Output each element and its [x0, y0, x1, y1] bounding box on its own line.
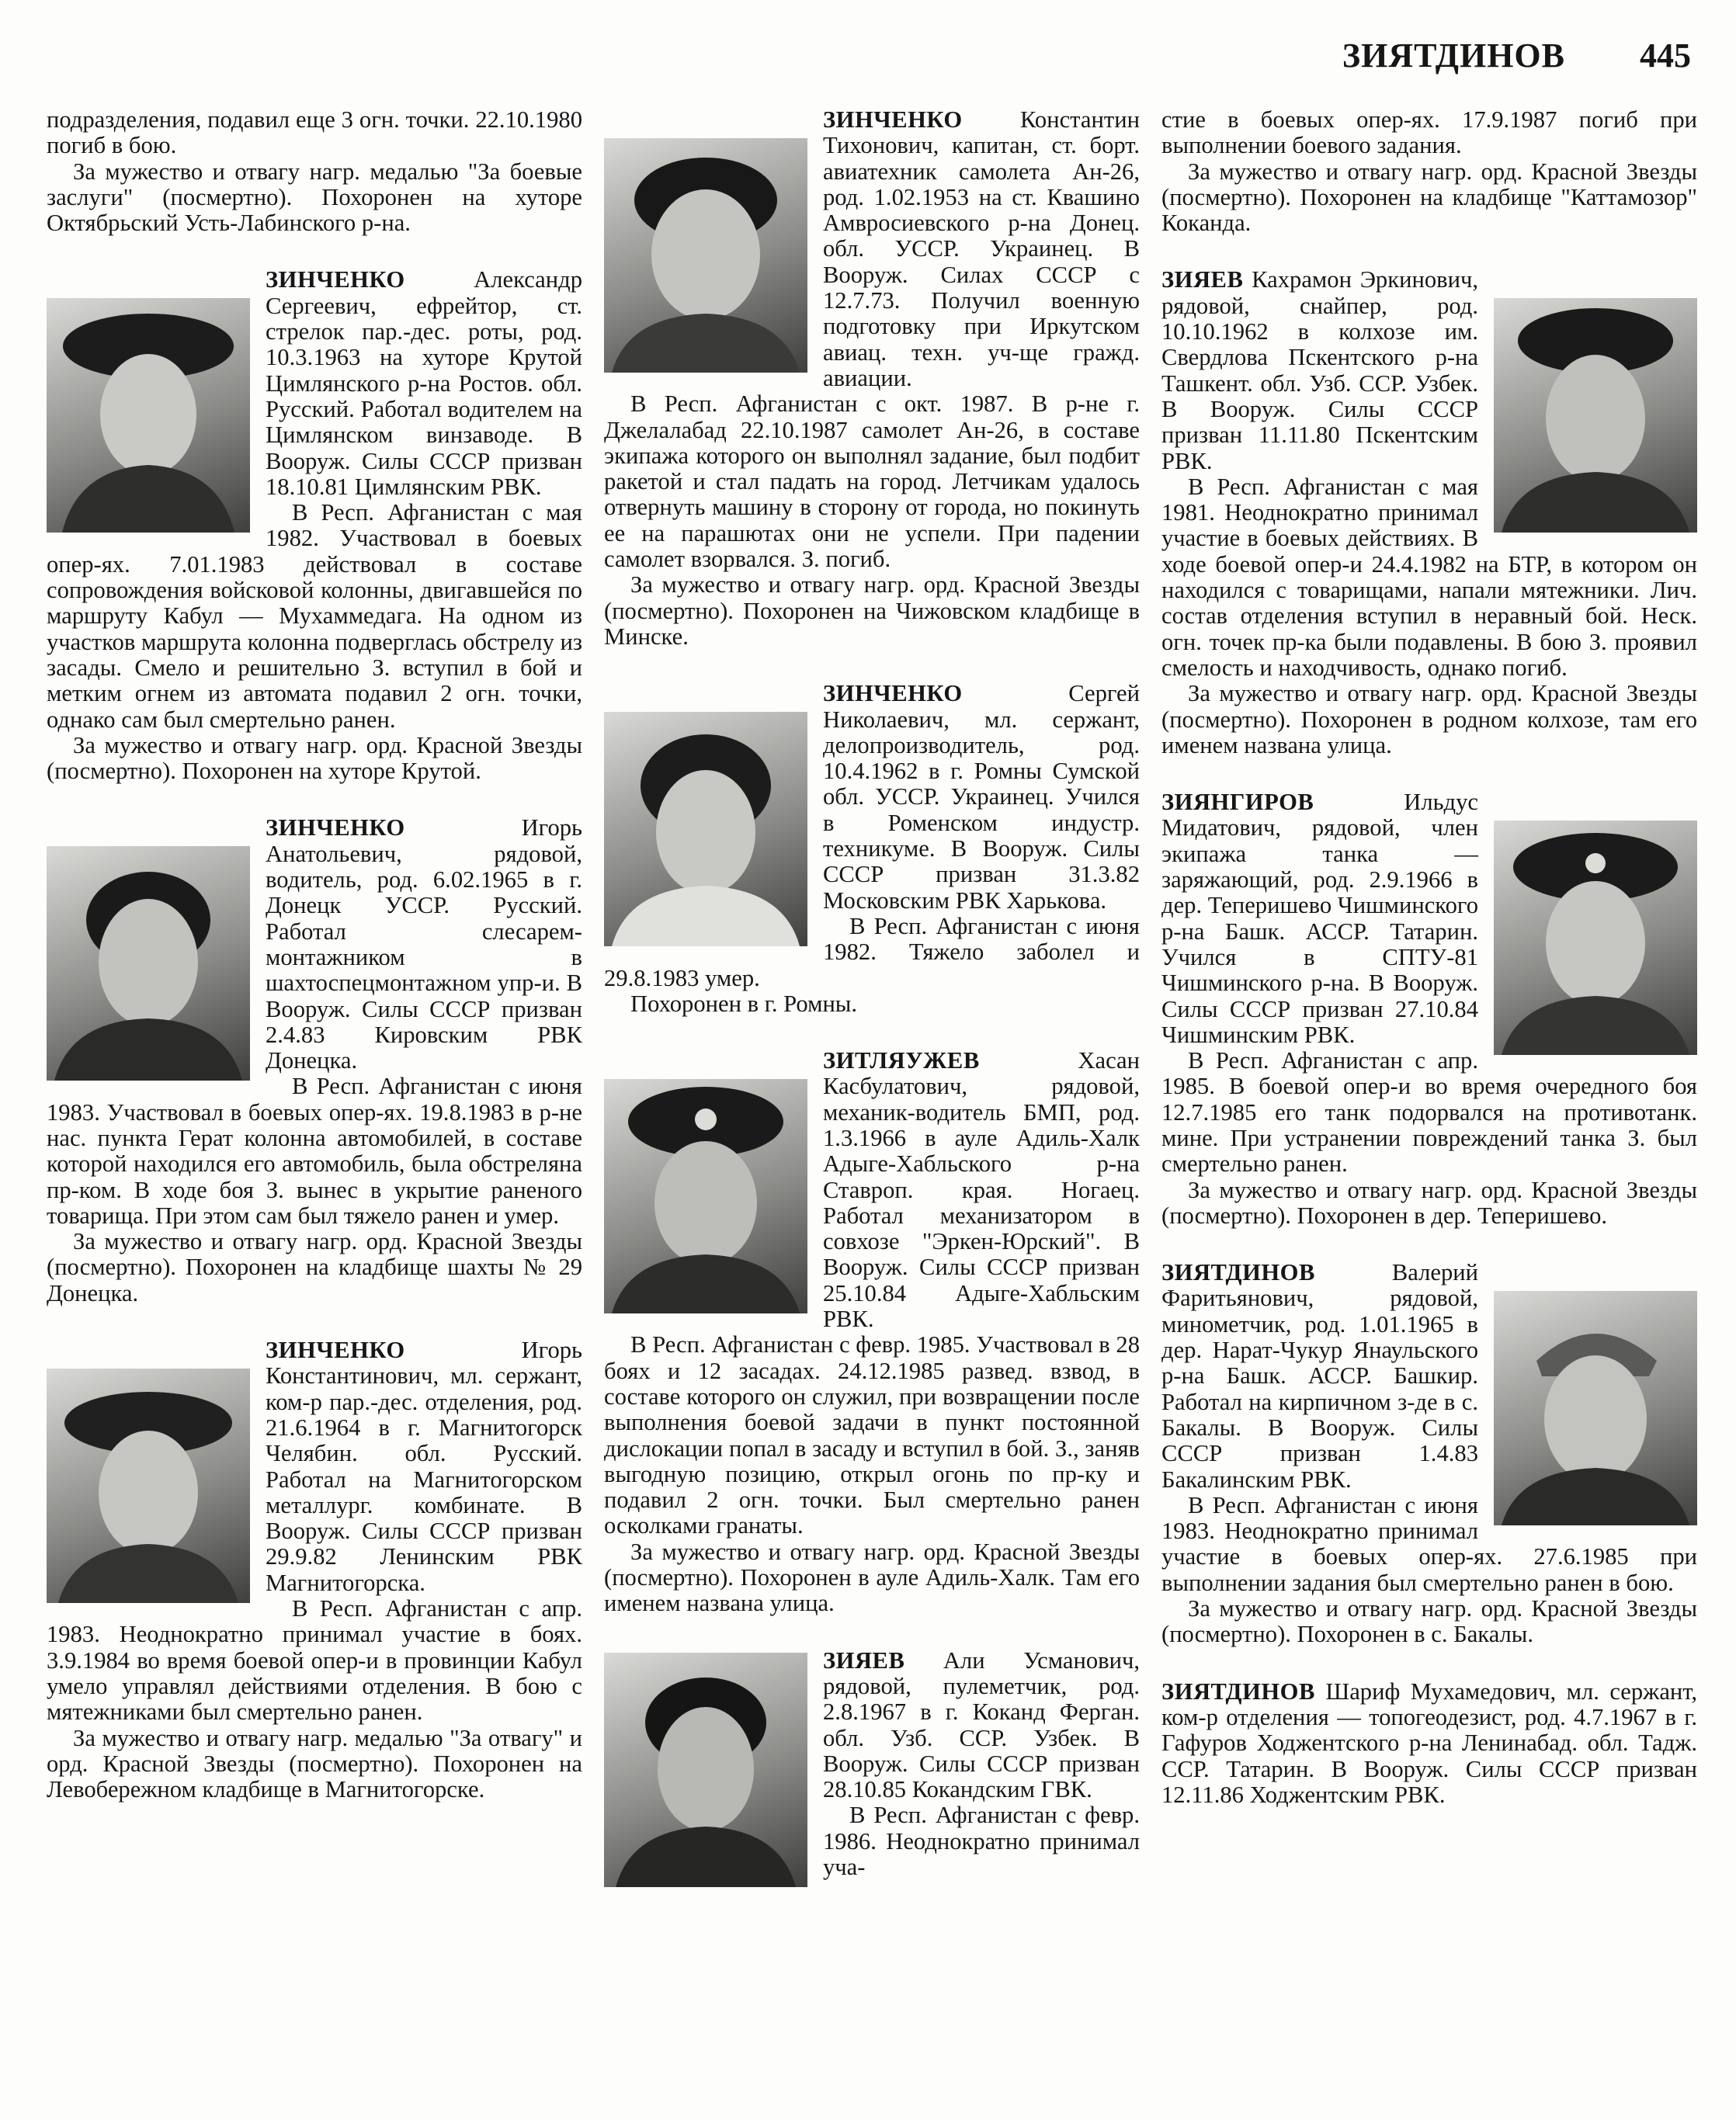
portrait-photo — [47, 1369, 250, 1603]
entry-service: В Респ. Афганистан с окт. 1987. В р-не г. Джелалабад 22.10.1987 самолет Ан-26, в составе экипажа которого он выполнял задание, был подбит ракетой и стал падать на город. Летчикам удалось отвернуть машину в сторону от города, но покинуть ее на парашютах они не успели. При падении самолет взорвался. З. погиб. — [604, 390, 1140, 573]
entry-surname: ЗИНЧЕНКО — [823, 106, 963, 133]
entry-service: В Респ. Афганистан с июня 1982. Тяжело заболел и 29.8.1983 умер. — [604, 912, 1140, 991]
entry-ziyaev-kakhramon — [1161, 267, 1697, 758]
entry-zinchenko-konstantin — [604, 107, 1140, 650]
entry-lead: Александр Сергеевич, ефрейтор, ст. стрелок пар.-дес. роты, род. 10.3.1963 на хуторе Крутой Цимлянского р-на Ростов. обл. Русский. Работал водителем на Цимлянском винзаводе. В Вооруж. Силы СССР призван 18.10.81 Цимлянским РВК. — [266, 266, 582, 500]
portrait-photo — [604, 138, 807, 373]
entry-service: В Респ. Афганистан с апр. 1983. Неоднократно принимал участие в боях. 3.9.1984 во время боевой опер-и в провинции Кабул умело управлял действиями отделения. В бою с мятежниками был смертельно ранен. — [47, 1595, 582, 1726]
entry-award: За мужество и отвагу нагр. орд. Красной Звезды (посмертно). Похоронен в с. Бакалы. — [1161, 1595, 1697, 1648]
entry-award: За мужество и отвагу нагр. орд. Красной Звезды (посмертно). Похоронен в дер. Теперишево. — [1161, 1176, 1697, 1229]
page-header — [1342, 36, 1691, 82]
entry-ziyaev-ali — [604, 1648, 1140, 1881]
column-2 — [604, 107, 1140, 1911]
entry-award: За мужество и отвагу нагр. орд. Красной Звезды (посмертно). Похоронен в родном колхозе, там его именем названа улица. — [1161, 680, 1697, 758]
continued-text: стие в боевых опер-ях. 17.9.1987 погиб при выполнении боевого задания. — [1161, 106, 1697, 159]
entry-ziyangirov — [1161, 789, 1697, 1229]
entry-lead: Ильдус Мидатович, рядовой, член экипажа танка — заряжающий, род. 2.9.1966 в дер. Теперишево Чишминского р-на Башк. АССР. Татарин. Учился в СПТУ-81 Чишминского р-на. В Вооруж. Силы СССР призван 27.10.84 Чишминским РВК. — [1161, 789, 1478, 1048]
entry-surname: ЗИЯЕВ — [823, 1646, 905, 1674]
entry-zinchenko-aleksandr — [47, 267, 582, 784]
portrait-photo — [1494, 298, 1697, 533]
page-number: 445 — [1640, 36, 1691, 75]
entry-service: В Респ. Афганистан с апр. 1985. В боевой опер-и во время очередного боя 12.7.1985 его танк подорвался на противотанк. мине. При устранении повреждений танка З. был смертельно ранен. — [1161, 1047, 1697, 1178]
continued-text: За мужество и отвагу нагр. медалью "За боевые заслуги" (посмертно). Похоронен на хуторе Октябрьский Усть-Лабинского р-на. — [47, 158, 582, 237]
entry-zinchenko-igor-a — [47, 815, 582, 1306]
entry-surname: ЗИЯТДИНОВ — [1161, 1678, 1315, 1705]
entry-service: В Респ. Афганистан с мая 1981. Неоднократно принимал участие в боевых действиях. В ходе боевой опер-и 24.4.1982 на БТР, в котором он находился с товарищами, напали мятежники. Лич. состав отделения вступил в неравный бой. Неск. огн. точек пр-ка были подавлены. В бою З. проявил смелость и находчивость, однако погиб. — [1161, 473, 1697, 681]
portrait-photo — [47, 846, 250, 1081]
portrait-photo — [604, 712, 807, 946]
entry-lead: Константин Тихонович, капитан, ст. борт. авиатехник самолета Ан-26, род. 1.02.1953 на ст. Квашино Амвросиевского р-на Донец. обл. УССР. Украинец. В Вооруж. Силах СССР с 12.7.73. Получил военную подготовку при Иркутском авиац. техн. уч-ще гражд. авиации. — [823, 106, 1140, 391]
column-1 — [47, 107, 582, 1834]
entry-service: В Респ. Афганистан с февр. 1986. Неоднократно принимал уча- — [823, 1802, 1140, 1880]
entry-award: За мужество и отвагу нагр. орд. Красной Звезды (посмертно). Похоронен на хуторе Крутой. — [47, 731, 582, 785]
portrait-photo — [1494, 821, 1697, 1055]
entry-zinchenko-sergey — [604, 681, 1140, 1017]
entry-zitlyauzhev — [604, 1048, 1140, 1617]
portrait-photo — [604, 1653, 807, 1887]
entry-surname: ЗИНЧЕНКО — [266, 814, 405, 841]
entry-lead: Шариф Мухамедович, мл. сержант, ком-р отделения — топогеодезист, род. 4.7.1967 в г. Гафуров Ходжентского р-на Ленинабад. обл. Тадж. ССР. Татарин. В Вооруж. Силы СССР призван 12.11.86 Ходжентским РВК. — [1161, 1678, 1697, 1808]
entry-service: В Респ. Афганистан с июня 1983. Неоднократно принимал участие в боевых опер-ях. 27.6.1985 при выполнении задания был смертельно ранен в бою. — [1161, 1491, 1697, 1596]
entry-surname: ЗИНЧЕНКО — [823, 680, 963, 707]
entry-award: За мужество и отвагу нагр. медалью "За отвагу" и орд. Красной Звезды (посмертно). Похоронен на Левобережном кладбище в Магнитогорске. — [47, 1724, 582, 1803]
entry-lead: Игорь Константинович, мл. сержант, ком-р пар.-дес. отделения, род. 21.6.1964 в г. Магнитогорск Челябин. обл. Русский. Работал на Магнитогорском металлург. комбинате. В Вооруж. Силы СССР призван 29.9.82 Ленинским РВК Магнитогорска. — [266, 1337, 582, 1596]
entry-lead: Игорь Анатольевич, рядовой, водитель, род. 6.02.1965 в г. Донецк УССР. Русский. Работал слесарем-монтажником в шахтоспецмонтажном упр-и. В Вооруж. Силы СССР призван 2.4.83 Кировским РВК Донецка. — [266, 814, 582, 1074]
portrait-photo — [47, 298, 250, 533]
entry-lead: Сергей Николаевич, мл. сержант, делопроизводитель, род. 10.4.1962 в г. Ромны Сумской обл. УССР. Украинец. Учился в Роменском индустр. техникуме. В Вооруж. Силы СССР призван 31.3.82 Московским РВК Харькова. — [823, 680, 1140, 914]
entry-service: В Респ. Афганистан с мая 1982. Участвовал в боевых опер-ях. 7.01.1983 действовал в составе сопровождения войсковой колонны, двигавшейся по маршруту Кабул — Мухаммедага. На одном из участков маршрута колонна подверглась обстрелу из засады. Смело и решительно З. вступил в бой и метким огнем из автомата подавил 2 огн. точки, однако сам был смертельно ранен. — [47, 499, 582, 733]
entry-surname: ЗИЯТДИНОВ — [1161, 1259, 1315, 1286]
entry-ziyatdinov-valeriy — [1161, 1260, 1697, 1647]
continued-text: подразделения, подавил еще 3 огн. точки. 22.10.1980 погиб в бою. — [47, 106, 582, 159]
entry-lead: Али Усманович, рядовой, пулеметчик, род. 2.8.1967 в г. Коканд Ферган. обл. Узб. ССР. Узбек. В Вооруж. Силы СССР призван 28.10.85 Кокандским ГВК. — [823, 1646, 1140, 1803]
entry-lead: Кахрамон Эркинович, рядовой, снайпер, род. 10.10.1962 в колхозе им. Свердлова Пскентского р-на Ташкент. обл. Узб. ССР. Узбек. В Вооруж. Силы СССР призван 11.11.80 Пскентским РВК. — [1161, 266, 1478, 474]
entry-surname: ЗИТЛЯУЖЕВ — [823, 1047, 980, 1074]
column-3 — [1161, 107, 1697, 1839]
entry-service: В Респ. Афганистан с июня 1983. Участвовал в боевых опер-ях. 19.8.1983 в р-не нас. пункта Герат колонна автомобилей, в составе которой находился его автомобиль, была обстреляна пр-ком. В ходе боя З. вынес в укрытие раненого товарища. При этом сам был тяжело ранен и умер. — [47, 1073, 582, 1229]
entry-lead: Валерий Фаритьянович, рядовой, минометчик, род. 1.01.1965 в дер. Нарат-Чукур Янаульского р-на Башк. АССР. Башкир. Работал на кирпичном з-де в с. Бакалы. В Вооруж. Силы СССР призван 1.4.83 Бакалинским РВК. — [1161, 1259, 1478, 1493]
entry-award: За мужество и отвагу нагр. орд. Красной Звезды (посмертно). Похоронен на Чижовском кладбище в Минске. — [604, 571, 1140, 650]
entry-award: За мужество и отвагу нагр. орд. Красной Звезды (посмертно). Похоронен в ауле Адиль-Халк. Там его именем названа улица. — [604, 1538, 1140, 1617]
entry-surname: ЗИНЧЕНКО — [266, 266, 405, 293]
entry-ziyatdinov-sharif — [1161, 1679, 1697, 1808]
entry-zinchenko-igor-k — [47, 1338, 582, 1803]
entry-surname: ЗИЯНГИРОВ — [1161, 789, 1314, 816]
entry-award: За мужество и отвагу нагр. орд. Красной Звезды (посмертно). Похоронен на кладбище шахты № 29 Донецка. — [47, 1228, 582, 1306]
running-headword: ЗИЯТДИНОВ — [1342, 36, 1565, 75]
entry-burial: Похоронен в г. Ромны. — [630, 990, 858, 1017]
entry-surname: ЗИЯЕВ — [1161, 266, 1244, 293]
entry-surname: ЗИНЧЕНКО — [266, 1337, 405, 1364]
portrait-photo — [1494, 1291, 1697, 1525]
continued-text: За мужество и отвагу нагр. орд. Красной Звезды (посмертно). Похоронен на кладбище "Каттамозор" Коканда. — [1161, 158, 1697, 237]
portrait-photo — [604, 1079, 807, 1313]
entry-lead: Хасан Касбулатович, рядовой, механик-водитель БМП, род. 1.3.1966 в ауле Адиль-Халк Адыге-Хабльского р-на Ставроп. края. Ногаец. Работал механизатором в совхозе "Эркен-Юрский". В Вооруж. Силы СССР призван 25.10.84 Адыге-Хабльским РВК. — [823, 1047, 1140, 1333]
entry-service: В Респ. Афганистан с февр. 1985. Участвовал в 28 боях и 12 засадах. 24.12.1985 развед. взвод, в составе которого он служил, при возвращении после выполнения боевой задачи в пункт постоянной дислокации попал в засаду и вступил в бой. З., заняв выгодную позицию, открыл огонь по пр-ку и подавил 2 огн. точки. Был смертельно ранен осколками гранаты. — [604, 1331, 1140, 1539]
